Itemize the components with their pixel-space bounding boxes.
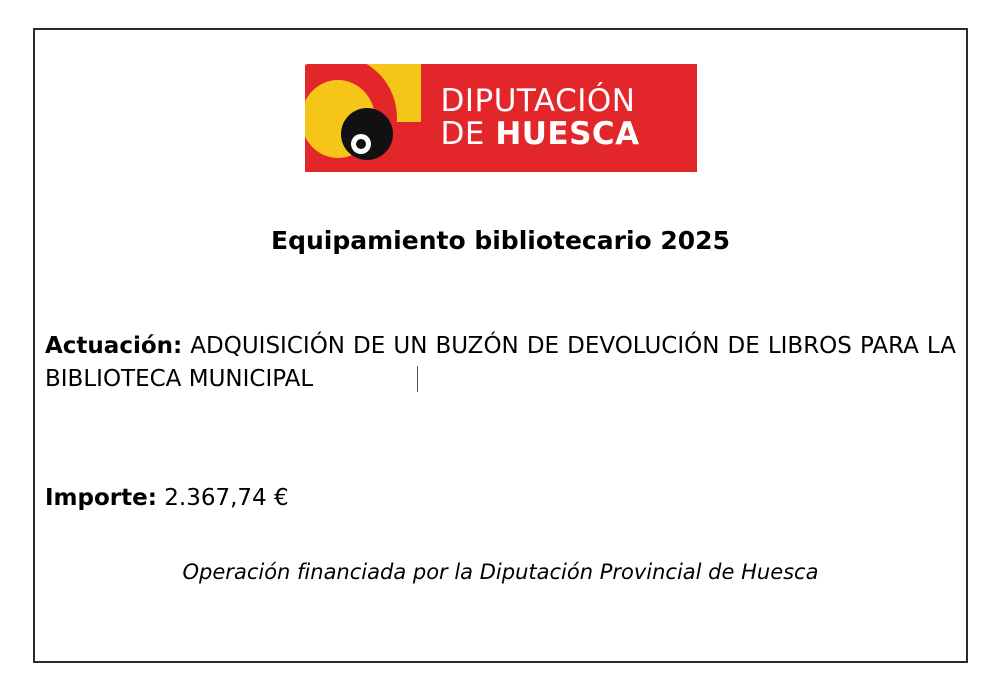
page-title: Equipamiento bibliotecario 2025 (271, 226, 730, 255)
field-importe-label: Importe: (45, 485, 157, 511)
field-importe (45, 485, 289, 511)
logo-line-2-light: DE (440, 116, 496, 152)
diputacion-huesca-logo (305, 64, 697, 172)
logo-container (35, 64, 966, 172)
text-caret (417, 366, 418, 392)
logo-mark-icon (305, 64, 421, 172)
logo-wordmark (421, 64, 697, 172)
logo-line-1: DIPUTACIÓN (440, 82, 636, 119)
field-actuacion-value: ADQUISICIÓN DE UN BUZÓN DE DEVOLUCIÓN DE LIBROS PARA LA BIBLIOTECA MUNICIPAL (45, 333, 957, 392)
field-importe-value: 2.367,74 € (164, 485, 289, 511)
logo-line-2-bold: HUESCA (495, 116, 640, 152)
field-actuacion-label: Actuación: (45, 333, 183, 359)
field-actuacion (45, 330, 956, 395)
document-frame (33, 28, 968, 663)
logo-line-2 (441, 118, 697, 151)
funding-note: Operación financiada por la Diputación Provincial de Huesca (182, 560, 819, 584)
